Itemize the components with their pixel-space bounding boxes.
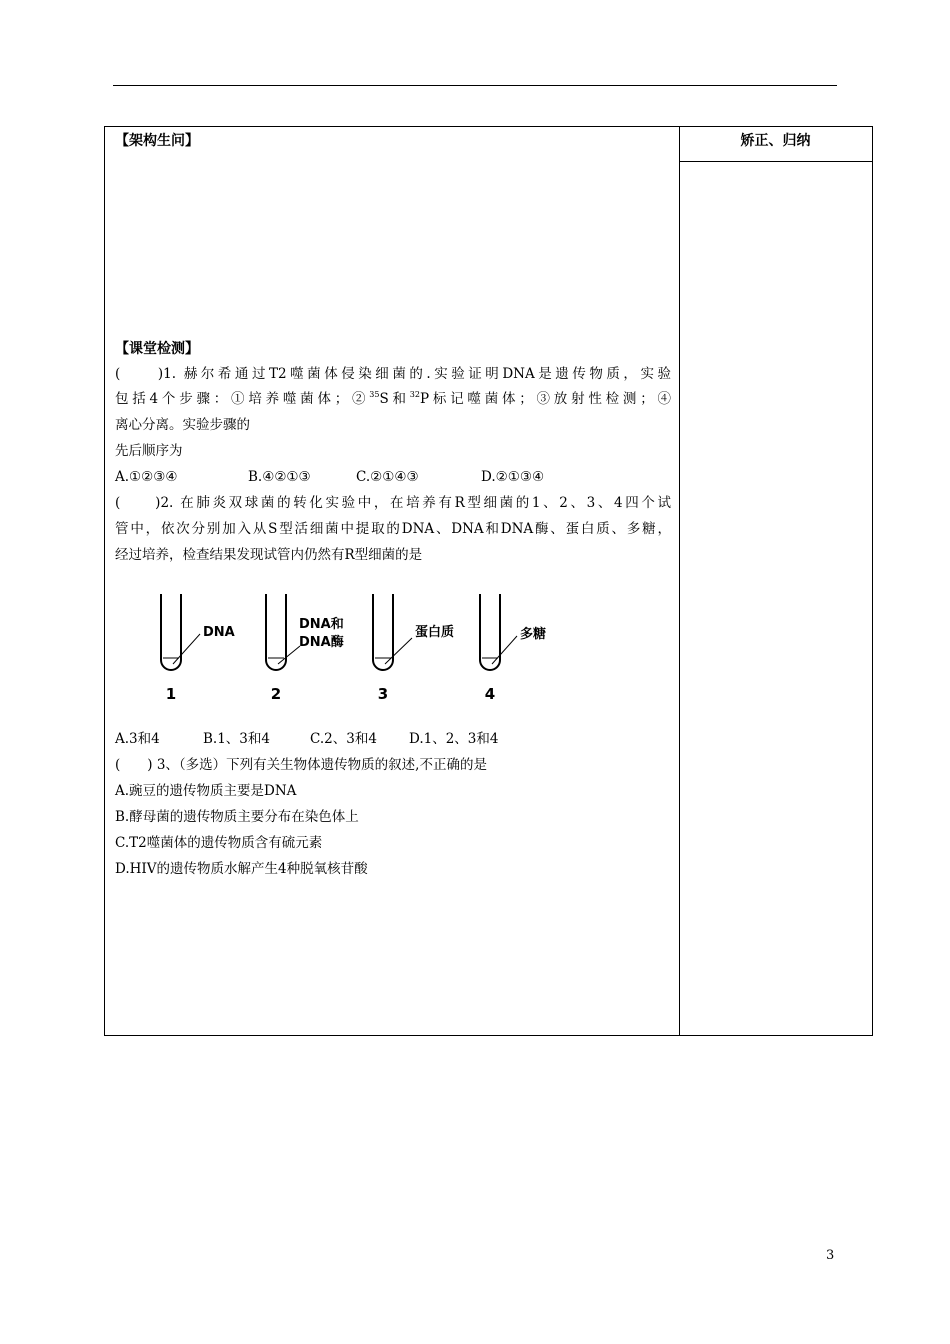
q1-line4: 先后顺序为 [115, 443, 183, 459]
side-column-title: 矫正、归纳 [740, 133, 811, 149]
tube-4-number: 4 [484, 685, 496, 703]
tube-3-number: 3 [377, 685, 389, 703]
q1-option-d: D.②①③④ [481, 469, 545, 485]
q1-option-a: A.①②③④ [115, 469, 178, 485]
q1-line1: ( )1. 赫尔希通过T2噬菌体侵染细菌的.实验证明DNA是遗传物质，实验 [115, 366, 671, 382]
q1-line2: 包括4个步骤：①培养噬菌体；②$^{35}$S和$^{32}$P标记噬菌体；③放射性检测；④ [115, 390, 671, 407]
tube-4-label: 多糖 [520, 627, 547, 642]
q3-stem: ( ) 3、（多选）下列有关生物体遗传物质的叙述,不正确的是 [115, 757, 487, 773]
section-heading-structure: 【架构生问】 [115, 133, 199, 149]
leader-line-2 [278, 646, 300, 664]
tube-2-label-line2: DNA酶 [299, 635, 344, 650]
q3-option-b: B.酵母菌的遗传物质主要分布在染色体上 [115, 809, 359, 825]
tube-2-label-line1: DNA和 [299, 617, 344, 632]
test-tubes-figure [155, 590, 575, 710]
q1-option-b: B.④②①③ [248, 469, 311, 485]
q2-option-a: A.3和4 [115, 731, 160, 747]
q1-line3: 离心分离。实验步骤的 [115, 417, 250, 433]
leader-line-4 [492, 636, 517, 664]
q3-option-d: D.HIV的遗传物质水解产生4种脱氧核苷酸 [115, 861, 368, 877]
leader-line-3 [385, 638, 412, 664]
q2-line2: 管中，依次分别加入从S型活细菌中提取的DNA、DNA和DNA酶、蛋白质、多糖， [115, 521, 671, 537]
q3-option-a: A.豌豆的遗传物质主要是DNA [115, 783, 297, 799]
column-divider [679, 127, 680, 1035]
q2-option-c: C.2、3和4 [310, 731, 377, 747]
tube-1-label: DNA [203, 625, 235, 640]
q2-option-b: B.1、3和4 [203, 731, 270, 747]
test-tube-2 [266, 594, 286, 670]
page-number: 3 [826, 1248, 835, 1263]
q2-line1: ( )2. 在肺炎双球菌的转化实验中，在培养有R型细菌的1、2、3、4四个试 [115, 495, 671, 511]
q1-options [115, 467, 544, 487]
q1-option-c: C.②①④③ [356, 469, 419, 485]
tube-1-number: 1 [165, 685, 177, 703]
tube-2-number: 2 [270, 685, 282, 703]
worksheet-table [104, 126, 873, 1036]
q2-options [115, 729, 499, 749]
side-header-separator [679, 161, 872, 162]
leader-line-1 [173, 634, 200, 664]
tube-3-label: 蛋白质 [415, 625, 455, 640]
q2-line3: 经过培养，检查结果发现试管内仍然有R型细菌的是 [115, 547, 423, 563]
header-rule [113, 85, 837, 86]
section-heading-quiz: 【课堂检测】 [115, 341, 199, 357]
q2-option-d: D.1、2、3和4 [409, 731, 499, 747]
q3-option-c: C.T2噬菌体的遗传物质含有硫元素 [115, 835, 323, 851]
